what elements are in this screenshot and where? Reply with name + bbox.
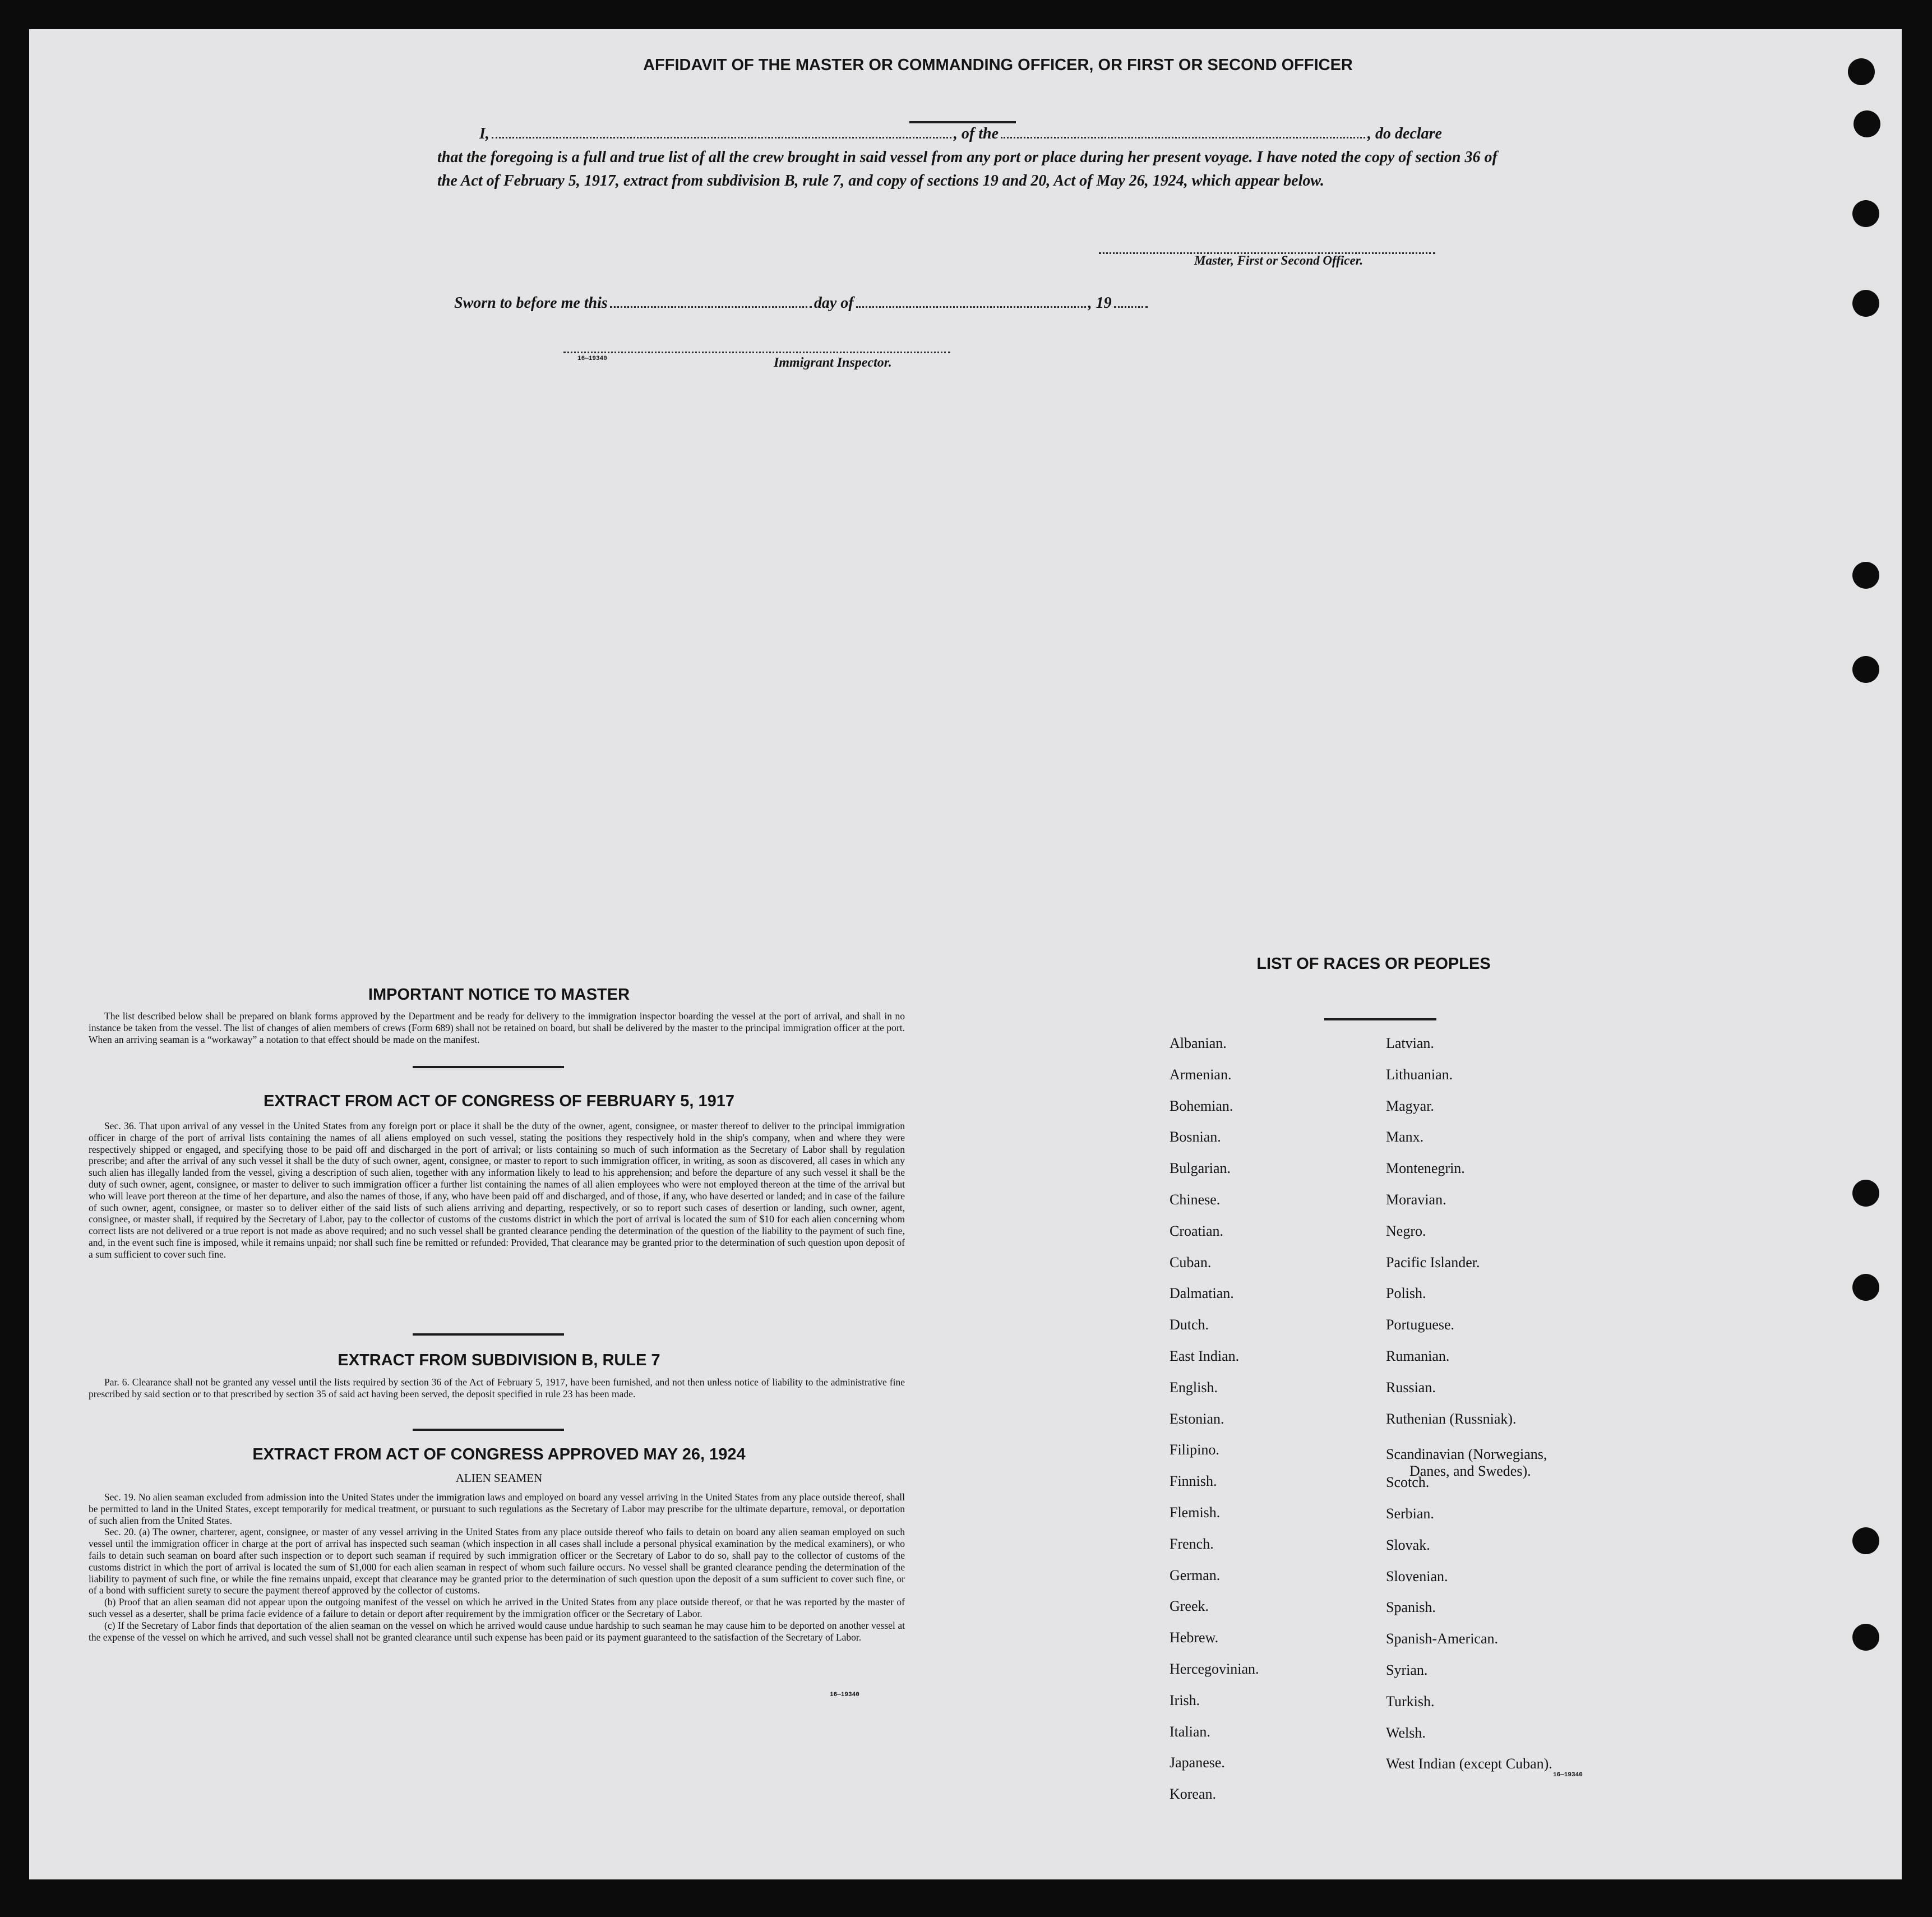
race-item: Italian. (1170, 1723, 1210, 1740)
race-item: Ruthenian (Russniak). (1386, 1410, 1517, 1427)
affidavit-i: I, (479, 125, 489, 142)
notice-title: IMPORTANT NOTICE TO MASTER (368, 986, 630, 1004)
binder-hole (1848, 58, 1875, 85)
sworn-year: , 19 (1088, 294, 1112, 312)
binder-hole (1852, 1274, 1879, 1301)
section-20c-paragraph: (c) If the Secretary of Labor finds that deportation of the alien seaman on the vessel on which he arrived would cause undue hardship to such seaman he may cause him to be deported on another vessel at the expense of the vessel on which he arrived, and such vessel shall not be granted clearance until such expense has been paid or its payment guaranteed to the satisfaction of the Secretary of Labor. (89, 1619, 905, 1643)
race-item: Flemish. (1170, 1504, 1221, 1521)
binder-hole (1852, 290, 1879, 317)
race-item: Slovak. (1386, 1536, 1430, 1553)
form-code: 16—19340 (830, 1692, 859, 1698)
section-divider (413, 1429, 564, 1431)
inspector-caption: Immigrant Inspector. (774, 355, 892, 370)
race-item: Lithuanian. (1386, 1066, 1453, 1083)
race-item: West Indian (except Cuban). (1386, 1756, 1552, 1772)
race-item: Estonian. (1170, 1410, 1224, 1427)
races-title: LIST OF RACES OR PEOPLES (1256, 955, 1491, 973)
race-item: Slovenian. (1386, 1568, 1448, 1585)
race-item: Portuguese. (1386, 1317, 1455, 1333)
race-item: French. (1170, 1535, 1214, 1552)
binder-hole (1854, 110, 1880, 137)
form-code: 16—19340 (1553, 1772, 1583, 1779)
race-item: Rumanian. (1386, 1348, 1450, 1364)
notice-text (89, 1010, 905, 1045)
day-blank (610, 306, 812, 308)
binder-hole (1852, 200, 1879, 227)
form-code: 16—19340 (577, 355, 607, 362)
race-item: Irish. (1170, 1692, 1200, 1708)
race-item: Japanese. (1170, 1754, 1225, 1771)
race-item: Armenian. (1170, 1066, 1232, 1083)
race-item: Bulgarian. (1170, 1160, 1231, 1177)
sworn-prefix: Sworn to before me this (454, 294, 608, 312)
inspector-signature-line (563, 352, 950, 353)
race-item: Magyar. (1386, 1097, 1434, 1114)
name-blank (492, 136, 951, 138)
section-divider (413, 1066, 564, 1068)
race-item: Latvian. (1386, 1035, 1434, 1051)
race-item: Albanian. (1170, 1035, 1227, 1051)
binder-hole (1852, 1527, 1879, 1554)
race-item: East Indian. (1170, 1348, 1240, 1364)
race-item: Scotch. (1386, 1474, 1430, 1491)
race-item: English. (1170, 1379, 1218, 1396)
race-item: Greek. (1170, 1598, 1209, 1615)
section-19-paragraph: Sec. 19. No alien seaman excluded from admission into the United States under the immigration laws and employed on board any vessel arriving in the United States from any place outside thereof, shall be permitted to land in the United States, except temporarily for medical treatment, or pursuant to such regulations as the Secretary of Labor may prescribe for the ultimate departure, removal, or deportation of such alien from the United States. (89, 1491, 905, 1526)
races-title-divider (1324, 1018, 1436, 1020)
race-item: Turkish. (1386, 1693, 1435, 1710)
race-item: Pacific Islander. (1386, 1254, 1480, 1271)
affidavit-text: that the foregoing is a full and true list of all the crew brought in said vessel from any port or place during her present voyage. I have noted the copy of section 36 of the Act of February 5, 1917, extract from subdivision B, rule 7, and copy of sections 19 and 20, Act of May 26, 1924, which appear below. (437, 149, 1497, 190)
binder-hole (1852, 1624, 1879, 1651)
section-20b-paragraph: (b) Proof that an alien seaman did not appear upon the outgoing manifest of the vessel on which he arrived in the United States from any place outside thereof, or that he was reported by the master of such vessel as a deserter, shall be prima facie evidence of a failure to detain or deport after requirement by the immigration officer or the Secretary of Labor. (89, 1596, 905, 1619)
extract-1917-title: EXTRACT FROM ACT OF CONGRESS OF FEBRUARY 5, 1917 (263, 1092, 735, 1110)
affidavit-title: AFFIDAVIT OF THE MASTER OR COMMANDING OFFICER, OR FIRST OR SECOND OFFICER (643, 56, 1353, 74)
race-item: Dalmatian. (1170, 1285, 1234, 1302)
race-item: German. (1170, 1567, 1221, 1583)
extract-1917-text (89, 1120, 905, 1260)
race-item: Spanish. (1386, 1599, 1436, 1616)
section-20a-paragraph: Sec. 20. (a) The owner, charterer, agent, consignee, or master of any vessel arriving in the United States from any place outside thereof who fails to detain on board any alien seaman employed on such vessel until the immigration officer in charge at the port of arrival has inspected such seaman (which inspection in all cases shall include a personal physical examination by the medical examiners), or who fails to detain such seaman on board after such inspection or to deport such seaman if required by such immigration officer or the Secretary of Labor to do so, shall pay to the collector of customs of the customs district in which the port of arrival is located the sum of $1,000 for each alien seaman in respect of whom such failure occurs. No vessel shall be granted clearance pending the determination of the liability to payment of such fine, or while the fine remains unpaid, except that clearance may be granted prior to the determination of such question upon the deposit of a sum sufficient to cover such fine, or of a bond with sufficient surety to secure the payment thereof approved by the collector of customs. (89, 1526, 905, 1596)
race-item: Welsh. (1386, 1724, 1426, 1741)
extract-1924-title: EXTRACT FROM ACT OF CONGRESS APPROVED MAY 26, 1924 (252, 1445, 746, 1463)
alien-seamen-subtitle: ALIEN SEAMEN (455, 1471, 543, 1485)
race-item: Chinese. (1170, 1191, 1221, 1208)
extract-1924-text (89, 1491, 905, 1643)
race-item: Hercegovinian. (1170, 1661, 1259, 1677)
extract-rule7-text (89, 1376, 905, 1400)
race-item: Spanish-American. (1386, 1630, 1499, 1647)
race-item: Syrian. (1386, 1662, 1428, 1678)
race-item: Danes, and Swedes). (1409, 1463, 1531, 1480)
extract-rule7-title: EXTRACT FROM SUBDIVISION B, RULE 7 (338, 1351, 660, 1369)
race-item: Russian. (1386, 1379, 1436, 1396)
notice-paragraph: The list described below shall be prepared on blank forms approved by the Department and be ready for delivery to the immigration inspector boarding the vessel at the port of arrival, and shall in no instance be taken from the vessel. The list of changes of alien members of crews (Form 689) shall not be retained on board, but shall be delivered by the master to the principal immigration officer at the port. When an arriving seaman is a “workaway” a notation to that effect should be made on the manifest. (89, 1010, 905, 1045)
signature-caption: Master, First or Second Officer. (1194, 253, 1364, 267)
race-item: Scandinavian (Norwegians, (1386, 1446, 1547, 1463)
section-divider (413, 1333, 564, 1336)
race-item: Bohemian. (1170, 1097, 1233, 1114)
month-blank (856, 306, 1086, 308)
race-item: Negro. (1386, 1222, 1426, 1239)
race-item: Filipino. (1170, 1442, 1219, 1458)
race-item: Korean. (1170, 1786, 1217, 1803)
race-item: Finnish. (1170, 1473, 1217, 1490)
race-item: Croatian. (1170, 1222, 1224, 1239)
race-item: Hebrew. (1170, 1629, 1219, 1646)
binder-hole (1852, 562, 1879, 589)
race-item: Bosnian. (1170, 1129, 1221, 1145)
race-item: Moravian. (1386, 1191, 1446, 1208)
sworn-line (454, 294, 1150, 312)
binder-hole (1852, 1180, 1879, 1207)
rule7-paragraph: Par. 6. Clearance shall not be granted any vessel until the lists required by section 36 of the Act of February 5, 1917, have been furnished, and not then unless notice of liability to the administrative fine prescribed by said section or to that prescribed by section 35 of said act having been served, the deposit specified in rule 23 has been made. (89, 1376, 905, 1399)
race-item: Montenegrin. (1386, 1160, 1465, 1177)
race-item: Manx. (1386, 1129, 1424, 1145)
year-blank (1114, 306, 1148, 308)
race-item: Dutch. (1170, 1317, 1209, 1333)
affidavit-first-line (437, 122, 1514, 146)
section-36-paragraph: Sec. 36. That upon arrival of any vessel in the United States from any foreign port or place it shall be the duty of the owner, agent, consignee, or master thereof to deliver to the principal immigration officer in charge of the port of arrival lists containing the names of all aliens employed on such vessel, stating the positions they respectively hold in the ship's company, when and where they were respectively shipped or engaged, and specifying those to be paid off and discharged in the port of arrival; or lists containing so much of such information as the Secretary of Labor shall by regulation prescribe; and after the arrival of any such vessel it shall be the duty of such owner, agent, consignee, or master to report to such immigration officer, in writing, as soon as discovered, all cases in which any such alien has illegally landed from the vessel, giving a description of such alien, together with any information likely to lead to his apprehension; and before the departure of any such vessel it shall be the duty of such owner, agent, consignee, or master to deliver to such immigration officer a further list containing the names of all alien employees who were not employed thereon at the time of the arrival but who will leave port thereon at the time of her departure, and also the names of those, if any, who have been paid off and discharged, and of those, if any, who have deserted or landed; and in case of the failure of such owner, agent, consignee, or master so to deliver either of the said lists of such aliens arriving and departing, respectively, or so to report such cases of desertion or landing, such owner, agent, consignee, or master shall, if required by the Secretary of Labor, pay to the collector of customs of the customs district in which the port of arrival is located the sum of $10 for each alien concerning whom correct lists are not delivered or a true report is not made as above required; and no such vessel shall be granted clearance pending the determination of the question of the liability to the payment of such fine, and, in the event such fine is imposed, while it remains unpaid; nor shall such fine be remitted or refunded: Provided, That clearance may be granted prior to the determination of such question upon deposit of a sum sufficient to cover such fine. (89, 1120, 905, 1260)
vessel-blank (1001, 136, 1365, 138)
affidavit-declare: , do declare (1367, 125, 1442, 142)
affidavit-body (437, 122, 1514, 193)
race-item: Serbian. (1386, 1505, 1434, 1522)
race-item: Cuban. (1170, 1254, 1212, 1271)
binder-hole (1852, 656, 1879, 683)
sworn-day-of: day of (814, 294, 854, 312)
race-item: Polish. (1386, 1285, 1426, 1302)
affidavit-of-the: , of the (953, 125, 999, 142)
